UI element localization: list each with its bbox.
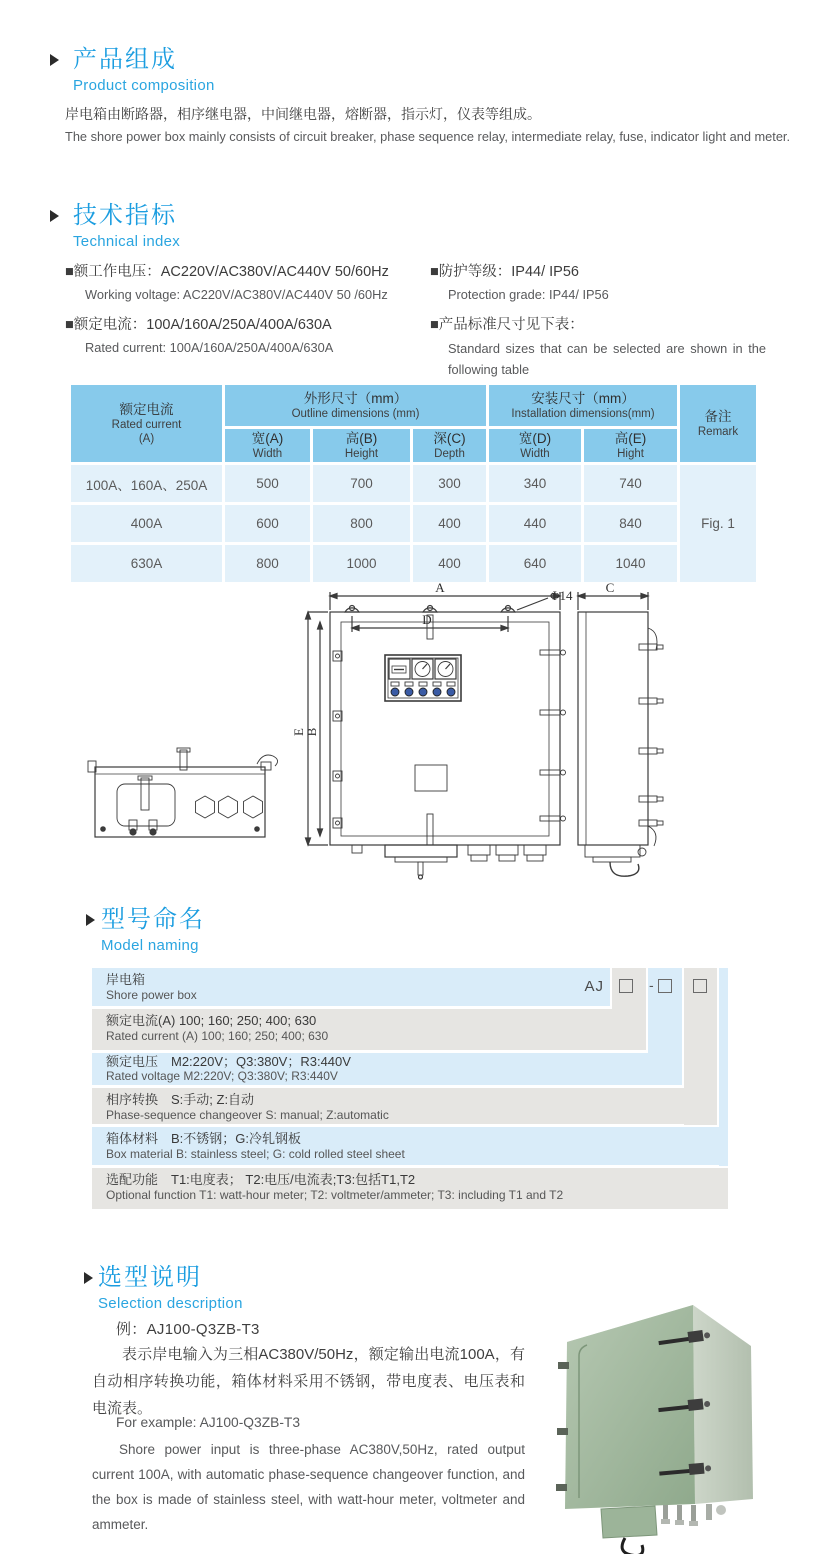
section-selection-description-heading <box>84 1264 243 1312</box>
selection-example-zh: 例：AJ100-Q3ZB-T3 <box>116 1321 260 1338</box>
cell-height-b: 800 <box>312 504 412 544</box>
rated-current-en: Rated current <box>111 419 182 431</box>
col-header-width-d: 宽(D) Width <box>488 428 583 464</box>
section-title-zh: 选型说明 <box>98 1264 202 1291</box>
cell-hight-e: 740 <box>583 464 679 504</box>
outline-zh: 外形尺寸（mm） <box>303 391 408 406</box>
naming-row-box-material: 箱体材料 B:不锈钢；G:冷轧钢板 Box material B: stainless steel; G: cold rolled steel sheet <box>92 1127 728 1165</box>
dim-label-b: B <box>304 727 319 737</box>
cell-depth-c: 300 <box>412 464 488 504</box>
cell-width-a: 600 <box>224 504 312 544</box>
dimension-drawing <box>65 582 765 892</box>
model-code-box-icon <box>619 979 633 993</box>
section-arrow-icon <box>86 914 95 926</box>
model-code-prefix: AJ <box>584 978 604 995</box>
col-group-installation-dimensions <box>488 384 679 428</box>
cell-depth-c: 400 <box>412 544 488 584</box>
section-arrow-icon <box>50 54 59 66</box>
spec-working-voltage-en: Working voltage: AC220V/AC380V/AC440V 50 /60Hz <box>85 287 388 302</box>
cell-height-b: 700 <box>312 464 412 504</box>
col-header-rated-current <box>70 384 224 464</box>
table-row <box>70 544 758 584</box>
section-product-composition-heading <box>50 46 215 94</box>
model-code-box-icon <box>693 979 707 993</box>
composition-body-en: The shore power box mainly consists of circuit breaker, phase sequence relay, intermediate relay, fuse, indicator light and meter. <box>65 129 791 144</box>
meter-panel-drawing <box>385 655 461 701</box>
naming-row-rated-current: 额定电流(A) 100; 160; 250; 400; 630 Rated current (A) 100; 160; 250; 400; 630 <box>92 1009 646 1050</box>
spec-rated-current-en: Rated current: 100A/160A/250A/400A/630A <box>85 340 334 355</box>
model-naming-diagram <box>92 968 728 1211</box>
cell-current: 400A <box>70 504 224 544</box>
install-en: Installation dimensions(mm) <box>511 408 655 420</box>
side-view-drawing <box>578 582 663 876</box>
remark-en: Remark <box>697 426 739 438</box>
section-arrow-icon <box>84 1272 93 1284</box>
install-zh: 安装尺寸（mm） <box>531 391 635 406</box>
size-table <box>68 382 759 585</box>
cell-height-b: 1000 <box>312 544 412 584</box>
col-header-width-a: 宽(A) Width <box>224 428 312 464</box>
section-title-zh: 技术指标 <box>73 202 177 229</box>
section-model-naming-heading <box>86 906 205 954</box>
section-title-en: Selection description <box>98 1295 243 1312</box>
dim-label-a: A <box>435 582 445 595</box>
section-title-zh: 型号命名 <box>101 906 205 933</box>
naming-row-shore-power-box: 岸电箱 Shore power box <box>92 968 610 1006</box>
naming-row-phase-changeover: 相序转换 S:手动; Z:自动 Phase-sequence changeover S: manual; Z:automatic <box>92 1088 717 1124</box>
cell-depth-c: 400 <box>412 504 488 544</box>
naming-row-optional-function: 选配功能 T1:电度表； T2:电压/电流表;T3:包括T1,T2 Optional function T1: watt-hour meter; T2: voltmeter/ammeter; T3: including T1 and T2 <box>92 1168 728 1209</box>
cable-glands <box>661 1504 726 1526</box>
section-title-zh: 产品组成 <box>73 46 177 73</box>
col-header-depth-c: 深(C) Depth <box>412 428 488 464</box>
cell-width-d: 440 <box>488 504 583 544</box>
section-arrow-icon <box>50 210 59 222</box>
table-row <box>70 464 758 504</box>
spec-standard-size-en: Standard sizes that can be selected are shown in the following table <box>448 341 766 377</box>
cell-hight-e: 840 <box>583 504 679 544</box>
section-title-en: Technical index <box>73 233 181 250</box>
section-title-en: Product composition <box>73 77 215 94</box>
product-photo <box>545 1292 795 1554</box>
model-code-dash: - <box>649 977 654 993</box>
selection-paragraph-zh: 表示岸电输入为三相AC380V/50Hz，额定输出电流100A，有自动相序转换功能，箱体材料采用不锈钢，带电度表、电压表和电流表。 <box>92 1346 525 1417</box>
remark-zh: 备注 <box>704 409 732 424</box>
outline-en: Outline dimensions (mm) <box>291 408 420 420</box>
cell-width-a: 800 <box>224 544 312 584</box>
spec-working-voltage-zh: ■额工作电压：AC220V/AC380V/AC440V 50/60Hz <box>65 264 389 280</box>
rated-current-zh: 额定电流 <box>119 402 174 417</box>
table-row <box>70 504 758 544</box>
naming-row-rated-voltage: 额定电压 M2:220V；Q3:380V；R3:440V Rated voltage M2:220V; Q3:380V; R3:440V <box>92 1053 682 1085</box>
col-header-height-b: 高(B) Height <box>312 428 412 464</box>
cell-width-d: 640 <box>488 544 583 584</box>
selection-paragraph-en: Shore power input is three-phase AC380V,50Hz, rated output current 100A, with automatic phase-sequence changeover function, and the box is made of stainless steel, with watt-hour meter, voltmeter and ammeter. <box>92 1442 525 1532</box>
col-group-outline-dimensions <box>224 384 488 428</box>
col-header-hight-e: 高(E) Hight <box>583 428 679 464</box>
section-technical-index-heading <box>50 202 180 250</box>
dim-label-c: C <box>605 582 615 595</box>
cell-current: 630A <box>70 544 224 584</box>
cell-current: 100A、160A、250A <box>70 464 224 504</box>
rated-current-unit: (A) <box>138 433 155 445</box>
dim-label-phi14: Φ14 <box>550 588 573 603</box>
cell-width-a: 500 <box>224 464 312 504</box>
spec-standard-size-zh: ■产品标准尺寸见下表： <box>430 317 584 333</box>
dim-label-d: D <box>422 612 432 627</box>
col-header-remark <box>679 384 758 464</box>
bottom-view-drawing <box>88 748 278 837</box>
spec-protection-grade-zh: ■防护等级：IP44/ IP56 <box>430 264 579 280</box>
cell-remark: Fig. 1 <box>679 464 758 584</box>
section-title-en: Model naming <box>101 937 199 954</box>
selection-example-en: For example: AJ100-Q3ZB-T3 <box>116 1415 301 1430</box>
cell-width-d: 340 <box>488 464 583 504</box>
cable-hook <box>622 1538 643 1554</box>
cell-hight-e: 1040 <box>583 544 679 584</box>
composition-body-zh: 岸电箱由断路器，相序继电器，中间继电器，熔断器，指示灯，仪表等组成。 <box>65 106 541 122</box>
spec-protection-grade-en: Protection grade: IP44/ IP56 <box>448 287 609 302</box>
spec-rated-current-zh: ■额定电流：100A/160A/250A/400A/630A <box>65 317 332 333</box>
dim-label-e: E <box>291 728 306 736</box>
model-code-box-icon <box>658 979 672 993</box>
front-view-drawing <box>291 582 573 879</box>
